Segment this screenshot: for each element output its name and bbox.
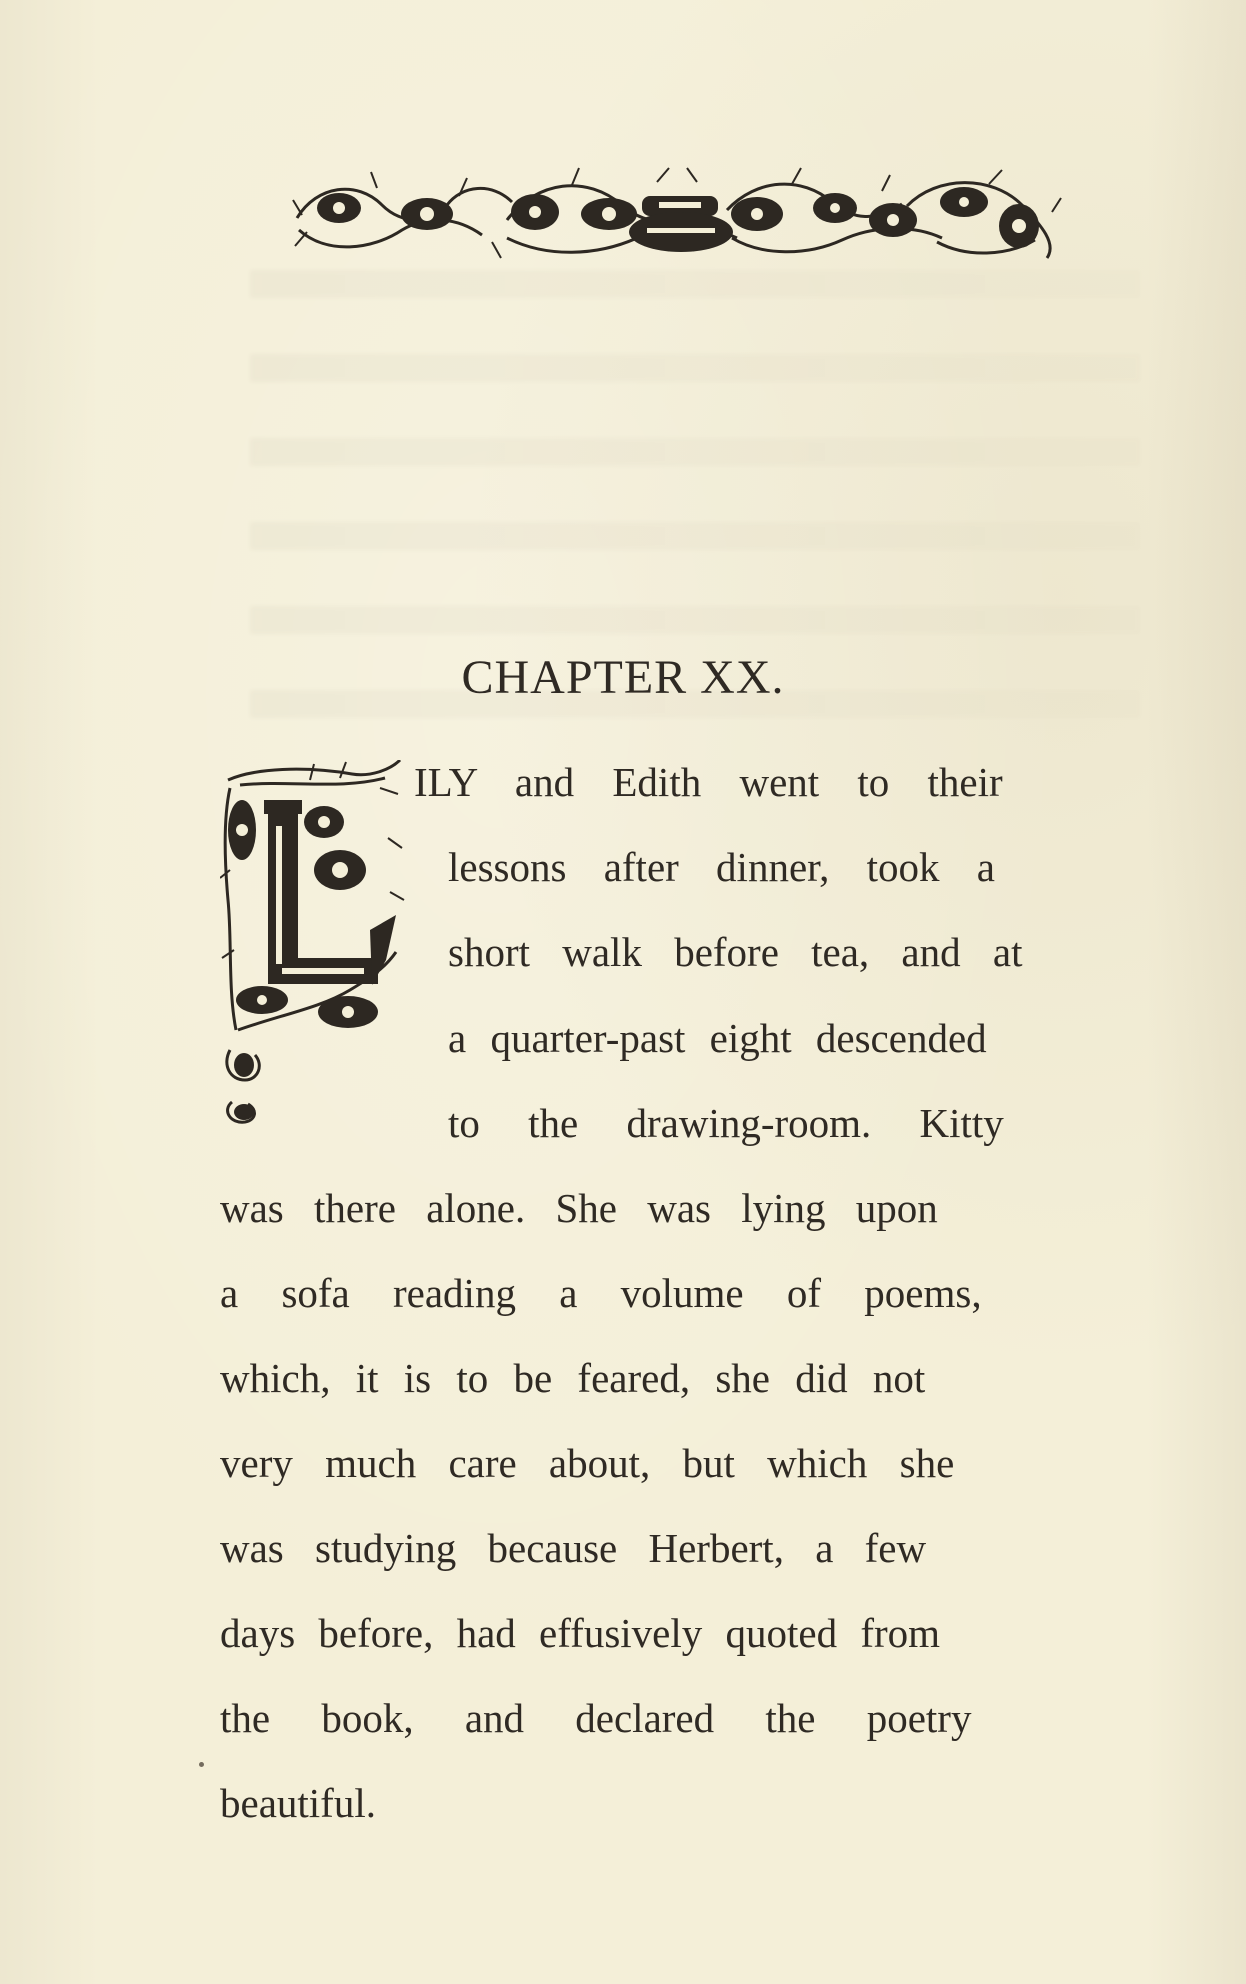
text-line-12: the book, and declared the poetry bbox=[220, 1695, 972, 1741]
paper-speck bbox=[199, 1762, 204, 1767]
text-line-3: short walk before tea, and at bbox=[448, 929, 1023, 975]
text-line-10: was studying because Herbert, a few bbox=[220, 1525, 927, 1571]
text-line-4: a quarter-past eight descended bbox=[448, 1015, 987, 1061]
text-line-13: beautiful. bbox=[220, 1780, 376, 1826]
ornamental-drop-cap-l-icon bbox=[220, 760, 405, 1125]
text-line-7: a sofa reading a volume of poems, bbox=[220, 1270, 982, 1316]
text-line-9: very much care about, but which she bbox=[220, 1440, 955, 1486]
floral-headpiece-ornament-icon bbox=[287, 160, 1067, 270]
text-line-5: to the drawing-room. Kitty bbox=[448, 1100, 1004, 1146]
text-line-8: which, it is to be feared, she did not bbox=[220, 1355, 926, 1401]
chapter-title: CHAPTER XX. bbox=[461, 651, 785, 704]
text-line-6: was there alone. She was lying upon bbox=[220, 1185, 938, 1231]
text-line-11: days before, had effusively quoted from bbox=[220, 1610, 941, 1656]
text-line-2: lessons after dinner, took a bbox=[448, 844, 995, 890]
text-line-1: ILY and Edith went to their bbox=[414, 759, 1003, 805]
